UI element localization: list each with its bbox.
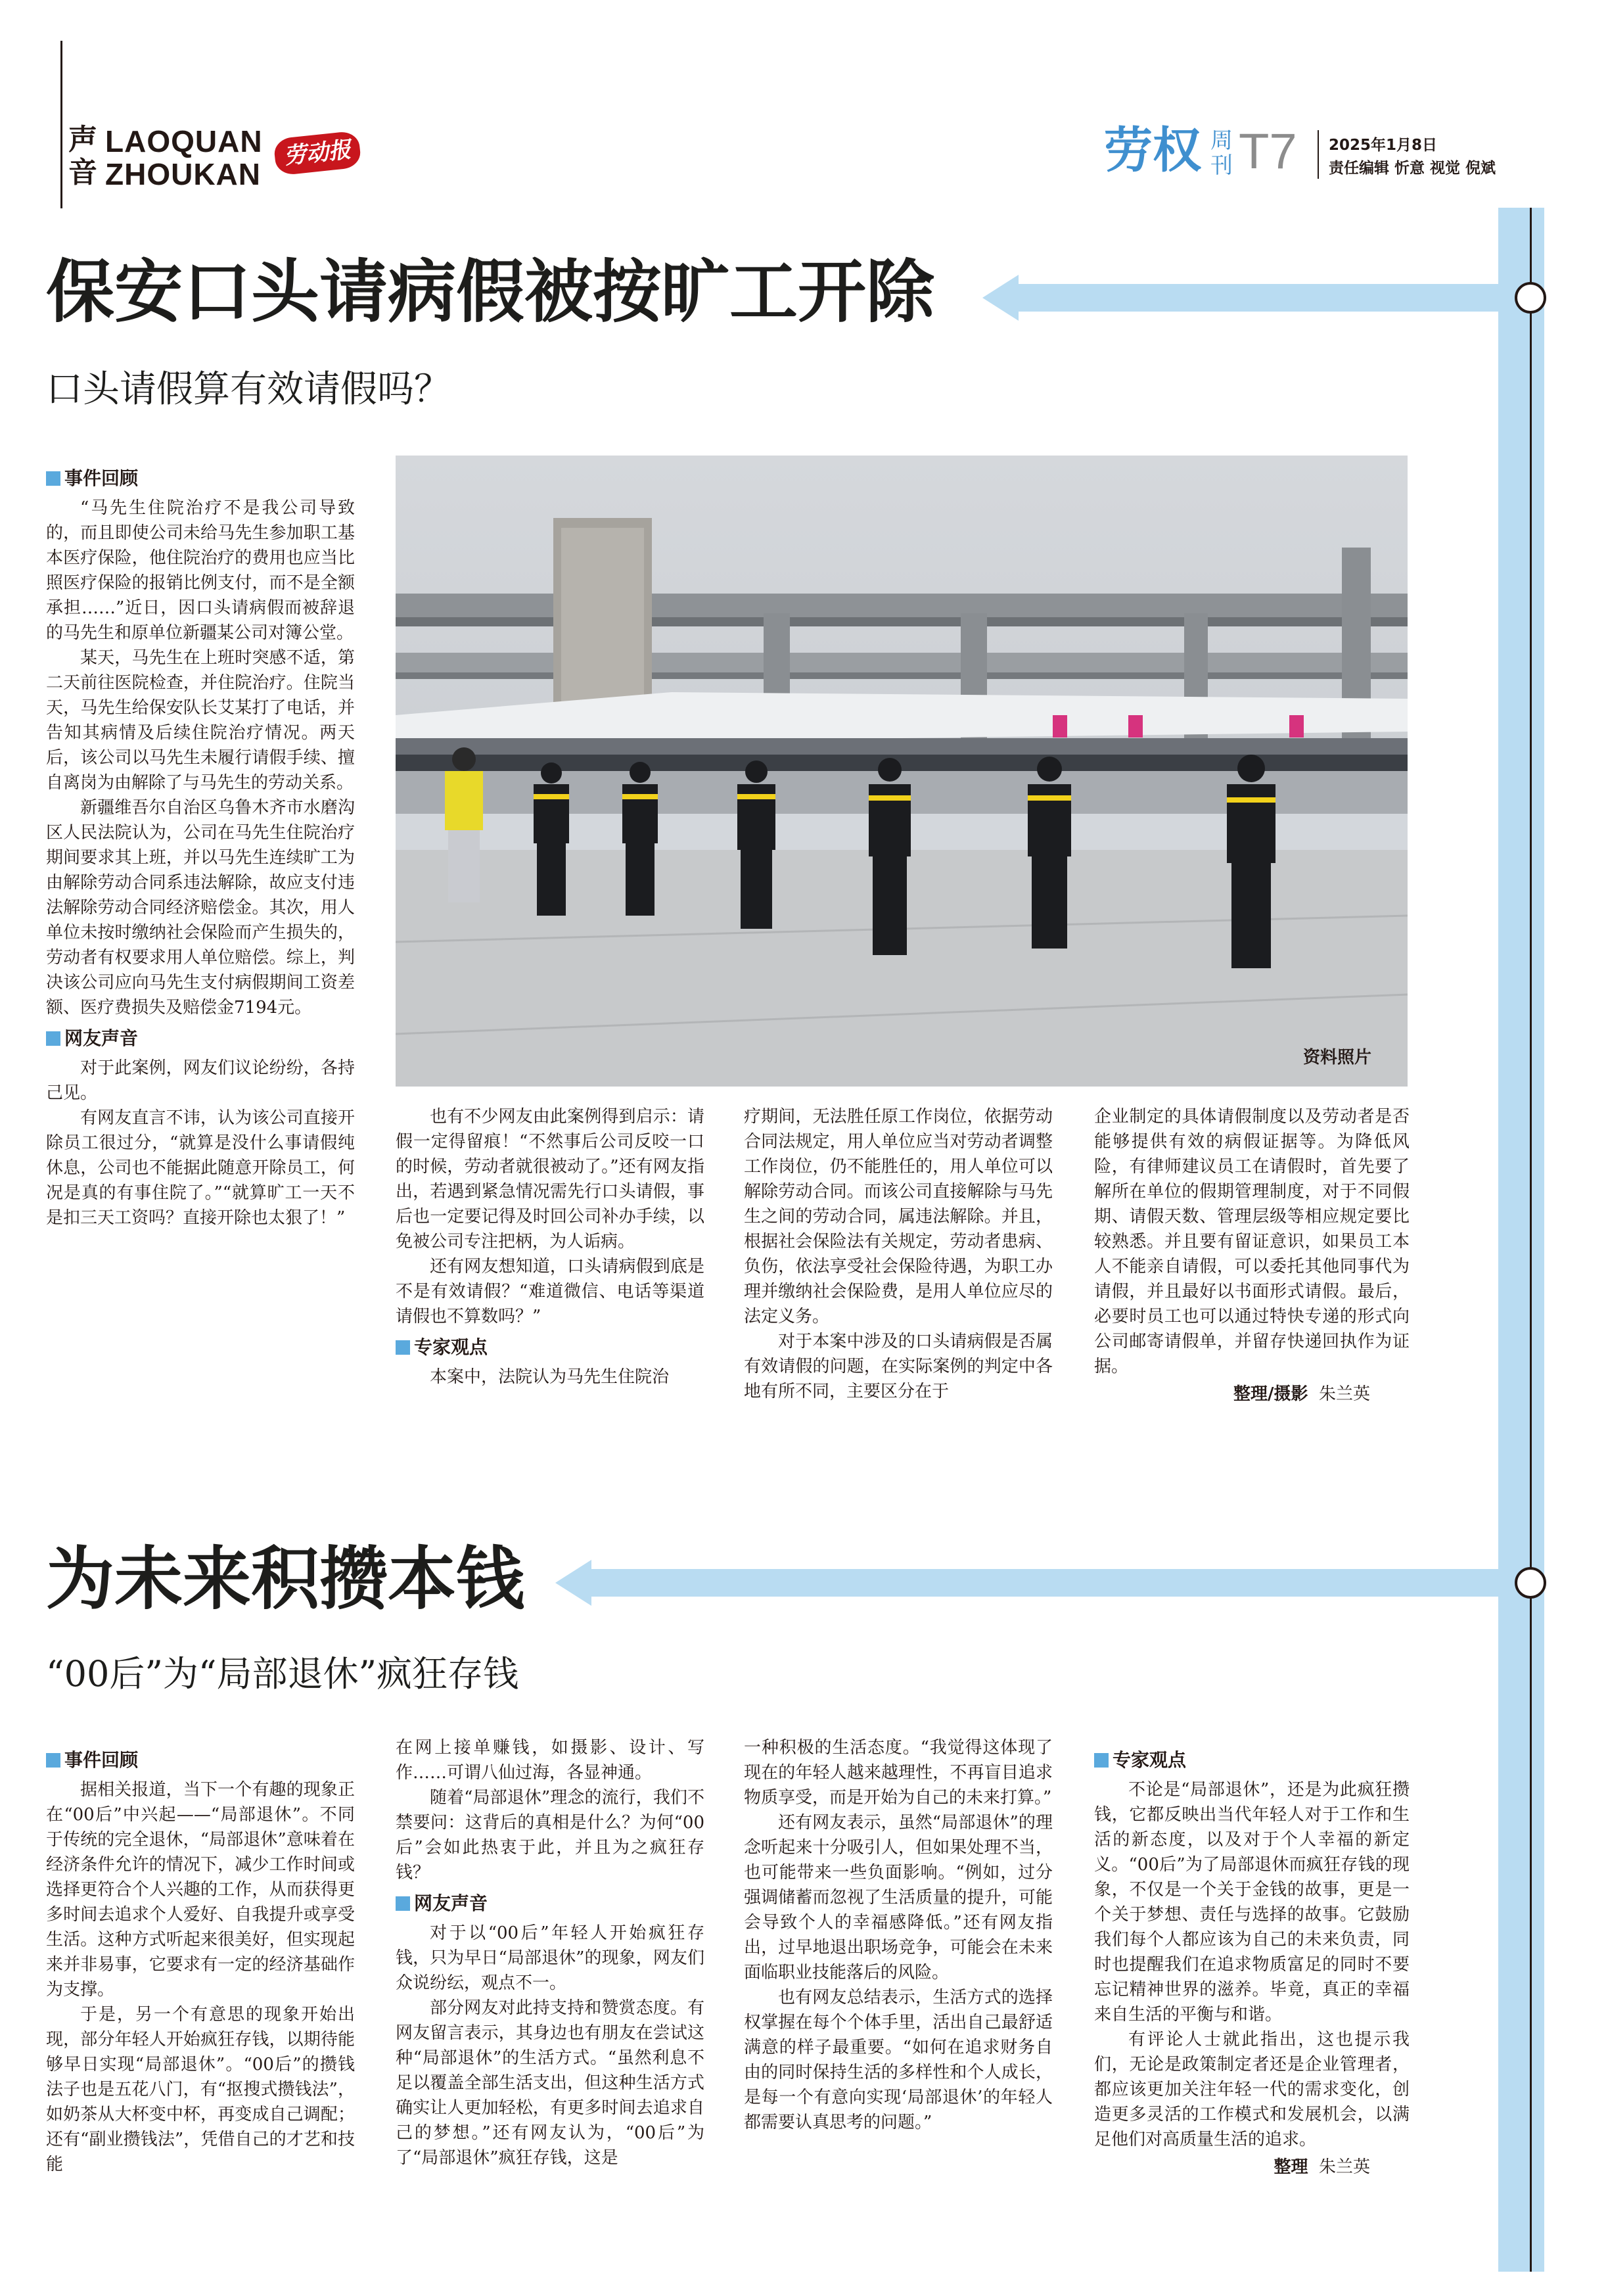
arrow-2 xyxy=(555,1560,1528,1606)
arrow-1 xyxy=(982,275,1528,321)
arrow-1-node xyxy=(1515,282,1546,314)
paragraph: 据相关报道，当下一个有趣的现象正在“00后”中兴起——“局部退休”。不同于传统的完全退休，“局部退休”意味着在经济条件允许的情况下，减少工作时间或选择更符合个人兴趣的工作，从而获得更多时间去追求个人爱好、自我提升或享受生活。这种方式听起来很美好，但实现起来并非易事，它要求有一定的经济基础作为支撑。 xyxy=(46,1780,355,2000)
section-sub-1: 周 xyxy=(1210,128,1233,154)
paragraph: 一种积极的生活态度。“我觉得这体现了现在的年轻人越来越理性，不再盲目追求物质享受，而是开始为自己的未来打算。” xyxy=(744,1738,1053,1808)
editor-credits: 责任编辑 忻意 视觉 倪斌 xyxy=(1329,160,1496,177)
article1-section-expert: 专家观点 xyxy=(396,1334,704,1361)
paragraph: 也有不少网友由此案例得到启示：请假一定得留痕！“不然事后公司反咬一口的时候，劳动者就很被动了。”还有网友指出，若遇到紧急情况需先行口头请假，事后也一定要记得及时回公司补办手续，以免被公司专注把柄，为人诟病。 xyxy=(396,1107,704,1252)
article2-credit xyxy=(1094,2155,1410,2180)
paragraph: 随着“局部退休”理念的流行，我们不禁要问：这背后的真相是什么？为何“00后”会如此热衷于此，并且为之疯狂存钱？ xyxy=(396,1788,704,1883)
section-square-icon xyxy=(1094,1753,1109,1768)
paragraph: 对于以“00后”年轻人开始疯狂存钱，只为早日“局部退休”的现象，网友们众说纷纭，观点不一。 xyxy=(396,1923,704,1993)
paragraph: 某天，马先生在上班时突感不适，第二天前往医院检查，并住院治疗。住院当天，马先生给保安队长艾某打了电话，并告知其病情及后续住院治疗情况。两天后，该公司以马先生未履行请假手续、擅自离岗为由解除了与马先生的劳动关系。 xyxy=(46,648,355,793)
article1-col4 xyxy=(1094,1104,1410,1407)
article2-col3 xyxy=(744,1735,1053,2135)
right-blue-band xyxy=(1498,208,1544,2272)
brand-latin-line2: ZHOUKAN xyxy=(105,157,261,191)
article1-headline: 保安口头请病假被按旷工开除 xyxy=(46,251,935,332)
paragraph: 还有网友表示，虽然“局部退休”的理念听起来十分吸引人，但如果处理不当，也可能带来一些负面影响。“例如，过分强调储蓄而忽视了生活质量的提升，可能会导致个人的幸福感降低。”还有网友指出，过早地退出职场竞争，可能会在未来面临职业技能落后的风险。 xyxy=(744,1813,1053,1982)
section-square-icon xyxy=(396,1340,410,1355)
issue-date: 2025年1月8日 xyxy=(1329,137,1438,154)
section-square-icon xyxy=(46,1753,60,1768)
paragraph: 不论是“局部退休”，还是为此疯狂攒钱，它都反映出当代年轻人对于工作和生活的新态度，以及对于个人幸福的新定义。“00后”为了局部退休而疯狂存钱的现象，不仅是一个关于金钱的故事，更是一个关于梦想、责任与选择的故事。它鼓励我们每个人都应该为自己的未来负责，同时也提醒我们在追求物质富足的同时不要忘记精神世界的滋养。毕竟，真正的幸福来自生活的平衡与和谐。 xyxy=(1094,1780,1410,2025)
article2-col4 xyxy=(1094,1742,1410,2180)
paragraph: 有评论人士就此指出，这也提示我们，无论是政策制定者还是企业管理者，都应该更加关注年轻一代的需求变化，创造更多灵活的工作模式和发展机会，以满足他们对高质量生活的追求。 xyxy=(1094,2030,1410,2149)
section-square-icon xyxy=(46,1031,60,1046)
paragraph: 还有网友想知道，口头请病假到底是不是有效请假？“难道微信、电话等渠道请假也不算数吗？” xyxy=(396,1257,704,1326)
article1-col2 xyxy=(396,1104,704,1390)
brand-cn-line2: 音 xyxy=(68,156,97,189)
credit-name: 朱兰英 xyxy=(1318,2157,1370,2177)
brand-latin-line1: LAOQUAN xyxy=(105,124,263,158)
paragraph: 对于此案例，网友们议论纷纷，各持己见。 xyxy=(46,1058,355,1103)
article1-col1 xyxy=(46,460,355,1230)
brand-cn-line1: 声 xyxy=(68,123,97,156)
masthead-rule-vertical xyxy=(60,41,62,208)
section-square-icon xyxy=(46,471,60,486)
article1-col3 xyxy=(744,1104,1053,1404)
article2-headline: 为未来积攒本钱 xyxy=(46,1538,525,1619)
page-number: T7 xyxy=(1239,124,1297,179)
paragraph: 疗期间，无法胜任原工作岗位，依据劳动合同法规定，用人单位应当对劳动者调整工作岗位，仍不能胜任的，用人单位可以解除劳动合同。而该公司直接解除与马先生之间的劳动合同，属违法解除。并且，根据社会保险法有关规定，劳动者患病、负伤，依法享受社会保险待遇，为职工办理并缴纳社会保险费，是用人单位应尽的法定义务。 xyxy=(744,1107,1053,1326)
article2-section-event: 事件回顾 xyxy=(46,1747,355,1773)
article2-section-expert: 专家观点 xyxy=(1094,1747,1410,1773)
article2-subhead: “00后”为“局部退休”疯狂存钱 xyxy=(46,1653,519,1695)
paper-logo-seal: 劳动报 xyxy=(273,130,361,176)
article2-col2 xyxy=(396,1735,704,2170)
article1-photo xyxy=(396,456,1408,1087)
right-frame-line xyxy=(1530,208,1532,2272)
photo-caption: 资料照片 xyxy=(1302,1048,1371,1067)
paragraph: 新疆维吾尔自治区乌鲁木齐市水磨沟区人民法院认为，公司在马先生住院治疗期间要求其上班，并以马先生连续旷工为由解除劳动合同系违法解除，故应支付违法解除劳动合同经济赔偿金。其次，用人单位未按时缴纳社会保险而产生损失的，劳动者有权要求用人单位赔偿。综上，判决该公司应向马先生支付病假期间工资差额、医疗费损失及赔偿金7194元。 xyxy=(46,798,355,1018)
paragraph: 于是，另一个有意思的现象开始出现，部分年轻人开始疯狂存钱，以期待能够早日实现“局部退休”。“00后”的攒钱法子也是五花八门，有“抠搜式攒钱法”，如奶茶从大杯变中杯，再变成自己调配；还有“副业攒钱法”，凭借自己的才艺和技能 xyxy=(46,2005,355,2174)
credit-label: 整理/摄影 xyxy=(1233,1384,1308,1404)
paragraph: 有网友直言不讳，认为该公司直接开除员工很过分，“就算是没什么事请假纯休息，公司也不能据此随意开除员工，何况是真的有事住院了。”“就算旷工一天不是扣三天工资吗？直接开除也太狠了！” xyxy=(46,1108,355,1228)
article1-section-event: 事件回顾 xyxy=(46,465,355,492)
section-sub xyxy=(1210,128,1233,178)
credit-label: 整理 xyxy=(1274,2157,1308,2177)
paragraph: 对于本案中涉及的口头请病假是否属有效请假的问题，在实际案例的判定中各地有所不同，主要区分在于 xyxy=(744,1332,1053,1401)
paragraph: 部分网友对此持支持和赞赏态度。有网友留言表示，其身边也有朋友在尝试这种“局部退休”的生活方式。“虽然利息不足以覆盖全部生活支出，但这种生活方式确实让人更加轻松，有更多时间去追求自己的梦想。”还有网友认为，“00后”为了“局部退休”疯狂存钱，这是 xyxy=(396,1998,704,2168)
arrow-2-node xyxy=(1515,1567,1546,1599)
article1-section-netizen: 网友声音 xyxy=(46,1025,355,1052)
brand-latin-block xyxy=(105,125,263,191)
article1-subhead: 口头请假算有效请假吗？ xyxy=(46,368,451,411)
paragraph: 本案中，法院认为马先生住院治 xyxy=(430,1367,670,1387)
article2-section-netizen: 网友声音 xyxy=(396,1890,704,1917)
section-square-icon xyxy=(396,1896,410,1911)
brand-cn-block xyxy=(68,124,97,189)
article2-col1 xyxy=(46,1742,355,2177)
security-guards-photo xyxy=(396,456,1408,1087)
credit-name: 朱兰英 xyxy=(1318,1384,1370,1404)
article1-credit xyxy=(1094,1382,1410,1407)
paragraph: “马先生住院治疗不是我公司导致的，而且即使公司未给马先生参加职工基本医疗保险，他住院治疗的费用也应当比照医疗保险的报销比例支付，而不是全额承担……”近日，因口头请病假而被辞退的马先生和原单位新疆某公司对簿公堂。 xyxy=(46,498,355,643)
paragraph: 企业制定的具体请假制度以及劳动者是否能够提供有效的病假证据等。为降低风险，有律师建议员工在请假时，首先要了解所在单位的假期管理制度，对于不同假期、请假天数、管理层级等相应规定要比较熟悉。并且要有留证意识，如果员工本人不能亲自请假，可以委托其他同事代为请假，并且最好以书面形式请假。最后，必要时员工也可以通过特快专递的形式向公司邮寄请假单，并留存快递回执作为证据。 xyxy=(1094,1107,1410,1376)
masthead-divider xyxy=(1318,130,1319,179)
section-sub-2: 刊 xyxy=(1210,152,1233,179)
paragraph: 也有网友总结表示，生活方式的选择权掌握在每个个体手里，活出自己最舒适满意的样子最重要。“如何在追求财务自由的同时保持生活的多样性和个人成长，是每一个有意向实现‘局部退休’的年轻人都需要认真思考的问题。” xyxy=(744,1988,1053,2132)
paragraph: 在网上接单赚钱，如摄影、设计、写作……可谓八仙过海，各显神通。 xyxy=(396,1738,704,1783)
section-name: 劳权 xyxy=(1104,122,1201,179)
